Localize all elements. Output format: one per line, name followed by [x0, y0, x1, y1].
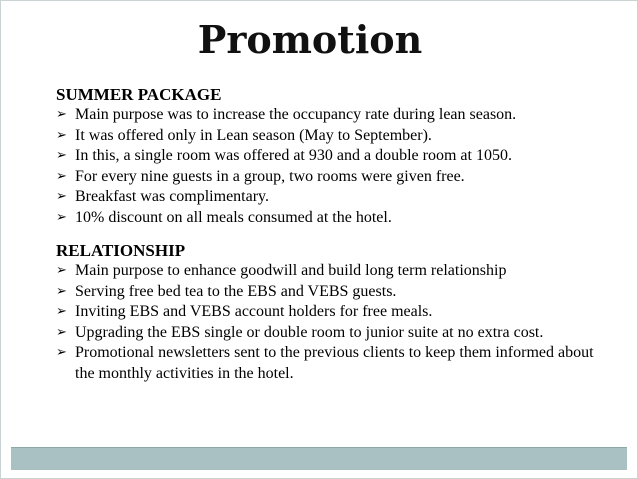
- arrow-bullet-icon: ➢: [56, 324, 67, 340]
- section-heading: RELATIONSHIP: [56, 241, 186, 260]
- arrow-bullet-icon: ➢: [56, 209, 67, 225]
- list-item-text: Inviting EBS and VEBS account holders for free meals.: [75, 303, 433, 320]
- arrow-bullet-icon: ➢: [56, 127, 67, 143]
- arrow-bullet-icon: ➢: [56, 263, 67, 278]
- list-item: [56, 323, 616, 344]
- list-item: [56, 208, 616, 229]
- list-item: [56, 302, 616, 323]
- section-gap: [56, 228, 616, 241]
- list-item-text: 10% discount on all meals consumed at the hotel.: [75, 208, 392, 226]
- list-item: [56, 343, 616, 384]
- list-item: [56, 146, 616, 167]
- list-item-text: In this, a single room was offered at 930 and a double room at 1050.: [75, 147, 512, 164]
- list-item-text: Main purpose was to increase the occupancy rate during lean season.: [75, 106, 517, 123]
- list-item-text: For every nine guests in a group, two rooms were given free.: [75, 167, 465, 185]
- bullet-list: [56, 261, 616, 384]
- arrow-bullet-icon: ➢: [56, 168, 67, 184]
- list-item: [56, 167, 616, 188]
- list-item-text: Promotional newsletters sent to the previous clients to keep them informed about the monthly activities in the hotel.: [75, 344, 594, 382]
- slide-title: Promotion: [197, 17, 423, 62]
- arrow-bullet-icon: ➢: [56, 107, 67, 122]
- bullet-list: [56, 105, 616, 228]
- arrow-bullet-icon: ➢: [56, 304, 67, 319]
- list-item: [56, 187, 616, 208]
- list-item: [56, 126, 616, 147]
- list-item: [56, 105, 616, 126]
- slide-content: [56, 85, 616, 384]
- section-summer-package: [56, 85, 616, 228]
- arrow-bullet-icon: ➢: [56, 148, 67, 163]
- section-relationship: [56, 241, 616, 384]
- arrow-bullet-icon: ➢: [56, 189, 67, 204]
- list-item-text: Breakfast was complimentary.: [75, 188, 270, 205]
- footer-bar: [11, 447, 627, 470]
- list-item-text: Upgrading the EBS single or double room to junior suite at no extra cost.: [75, 323, 544, 341]
- list-item-text: It was offered only in Lean season (May to September).: [75, 126, 432, 144]
- arrow-bullet-icon: ➢: [56, 283, 67, 299]
- arrow-bullet-icon: ➢: [56, 345, 67, 360]
- list-item: [56, 261, 616, 282]
- list-item-text: Serving free bed tea to the EBS and VEBS guests.: [75, 282, 397, 300]
- list-item-text: Main purpose to enhance goodwill and build long term relationship: [75, 262, 507, 279]
- list-item: [56, 282, 616, 303]
- section-heading: SUMMER PACKAGE: [56, 85, 222, 104]
